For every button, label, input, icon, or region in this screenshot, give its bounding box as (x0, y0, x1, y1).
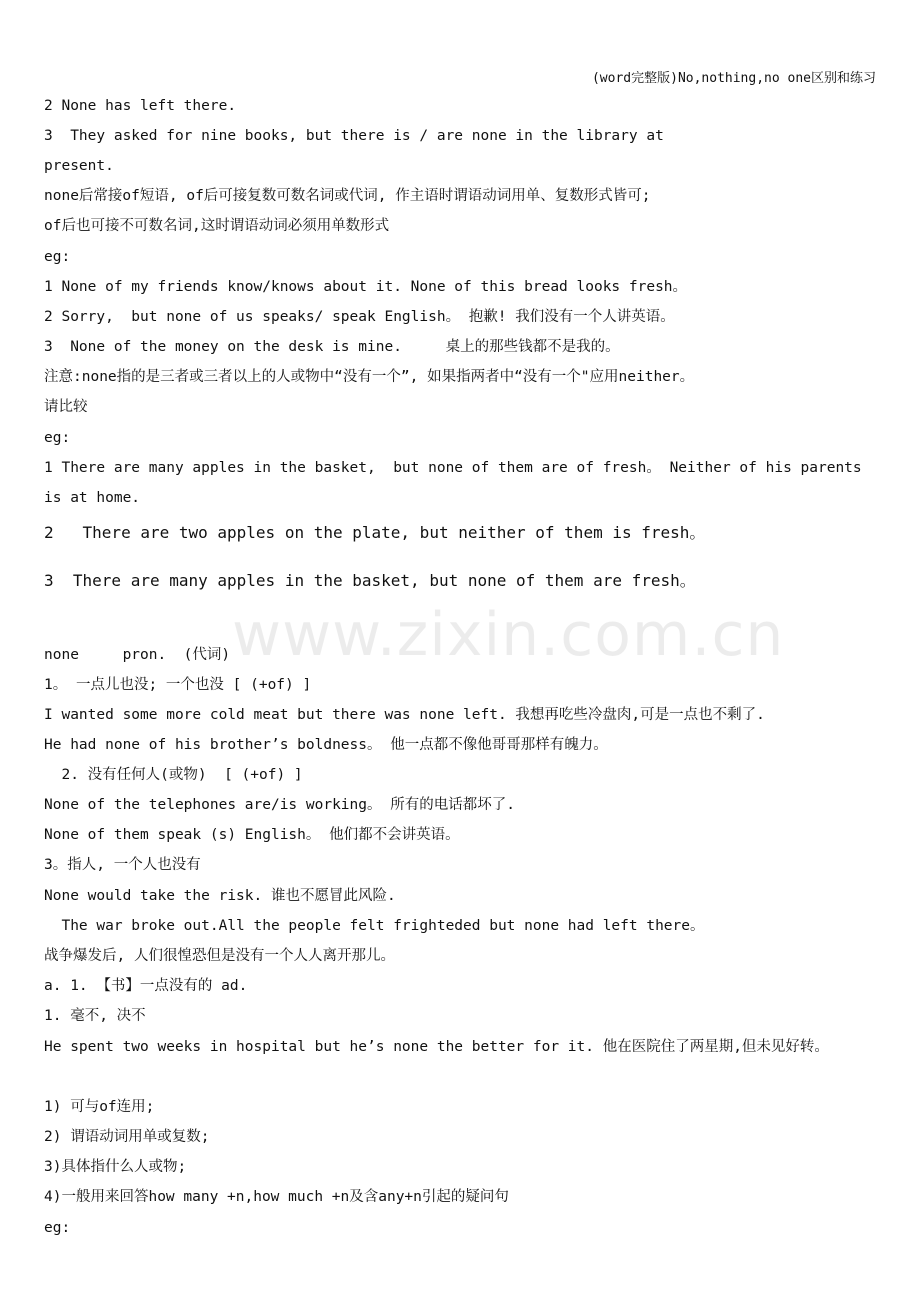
text-line: 战争爆发后, 人们很惶恐但是没有一个人人离开那儿。 (44, 948, 395, 964)
text-line: is at home. (44, 490, 141, 506)
document-header: (word完整版)No,nothing,no one区别和练习 (591, 71, 876, 86)
text-line: eg: (44, 1220, 71, 1236)
text-line: The war broke out.All the people felt frighteded but none had left there。 (44, 918, 705, 934)
text-line: 1) 可与of连用; (44, 1099, 155, 1115)
text-line: He had none of his brother’s boldness。 他一点都不像他哥哥那样有魄力。 (44, 737, 608, 753)
text-line: 3)具体指什么人或物; (44, 1159, 187, 1175)
text-line: a. 1. 【书】一点没有的 ad. (44, 978, 248, 994)
text-line: 3 There are many apples in the basket, but none of them are fresh。 (44, 571, 696, 590)
text-line: eg: (44, 249, 71, 265)
text-line: 4)一般用来回答how many +n,how much +n及含any+n引起的疑问句 (44, 1189, 509, 1205)
text-line: present. (44, 158, 114, 174)
watermark: www.zixin.com.cn (232, 600, 785, 670)
text-line: 3。指人, 一个人也没有 (44, 857, 201, 873)
text-line: He spent two weeks in hospital but he’s none the better for it. 他在医院住了两星期,但未见好转。 (44, 1039, 829, 1055)
text-line: of后也可接不可数名词,这时谓语动词必须用单数形式 (44, 218, 390, 234)
text-line: 注意:none指的是三者或三者以上的人或物中“没有一个”, 如果指两者中“没有一个"应用neither。 (44, 369, 695, 385)
text-line: 请比较 (44, 399, 88, 415)
text-line: None would take the risk. 谁也不愿冒此风险. (44, 888, 396, 904)
text-line: 3 None of the money on the desk is mine. 桌上的那些钱都不是我的。 (44, 339, 620, 355)
text-line: none后常接of短语, of后可接复数可数名词或代词, 作主语时谓语动词用单、复数形式皆可; (44, 188, 651, 204)
text-line: none pron. (代词) (44, 647, 231, 663)
text-line: 1 None of my friends know/knows about it. None of this bread looks fresh。 (44, 279, 688, 295)
text-line: 2. 没有任何人(或物) [ (+of) ] (44, 767, 303, 783)
text-line: None of the telephones are/is working。 所有的电话都坏了. (44, 797, 515, 813)
text-line: 2 None has left there. (44, 98, 237, 114)
text-line: None of them speak (s) English。 他们都不会讲英语。 (44, 827, 460, 843)
text-line: 3 They asked for nine books, but there is / are none in the library at (44, 128, 664, 144)
text-line: 2) 谓语动词用单或复数; (44, 1129, 210, 1145)
text-line: eg: (44, 430, 71, 446)
text-line: 2 Sorry, but none of us speaks/ speak English。 抱歉! 我们没有一个人讲英语。 (44, 309, 675, 325)
text-line: 2 There are two apples on the plate, but neither of them is fresh。 (44, 523, 706, 542)
text-line: 1 There are many apples in the basket, but none of them are of fresh。 Neither of his parents (44, 460, 862, 476)
text-line: 1。 一点儿也没; 一个也没 [ (+of) ] (44, 677, 312, 693)
text-line: I wanted some more cold meat but there was none left. 我想再吃些冷盘肉,可是一点也不剩了. (44, 707, 765, 723)
text-line: 1. 毫不, 决不 (44, 1008, 146, 1024)
